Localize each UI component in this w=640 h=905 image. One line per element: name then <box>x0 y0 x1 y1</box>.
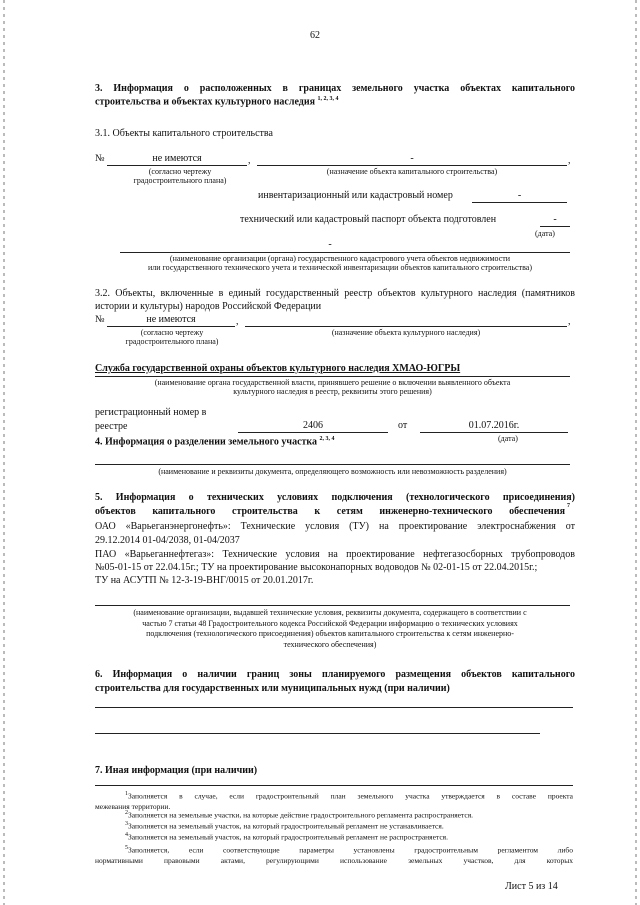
section5-title-line1: 5. Информация о технических условиях подключения (технологического присоединения) <box>95 492 575 503</box>
heritage-none-value: не имеются <box>146 314 196 325</box>
registration-number: 2406 <box>303 420 323 431</box>
heritage-authority: Служба государственной охраны объектов культурного наследия ХМАО-ЮГРЫ <box>95 363 461 374</box>
no-mark-1: № <box>95 153 105 164</box>
registration-date-caption: (дата) <box>498 434 518 443</box>
underline-reg-number <box>238 432 388 433</box>
comma-2: , <box>568 155 571 166</box>
section3-title-line1: 3. Информация о расположенных в границах земельного участка объектах капитального <box>95 83 575 94</box>
passport-date-caption: (дата) <box>535 229 555 238</box>
authority-caption-l2: культурного наследия в реестр, реквизиты этого решения) <box>233 387 432 396</box>
tech-conditions-caption-l3: подключения (технологического присоединения) объектов капитального строительства к сетям инженерно- <box>146 629 514 638</box>
tech-conditions-caption-l4: технического обеспечения) <box>283 639 377 649</box>
underline-other-info <box>95 785 573 786</box>
section4-title <box>95 436 335 447</box>
organization-value: - <box>328 239 332 250</box>
section6-title-line2: строительства для государственных или муниципальных нужд (при наличии) <box>95 683 450 694</box>
footnote-5-l1 <box>95 843 573 856</box>
section5-title-text: объектов капитального строительства к сетям инженерно-технического обеспечения <box>95 506 565 517</box>
passport-value: - <box>553 214 557 225</box>
footnote-5-text: Заполняется, если соответствующие параметры установлены градостроительным регламентом либо <box>128 845 573 855</box>
objects-none-value: не имеются <box>152 153 202 164</box>
underline-zone-1 <box>95 707 573 708</box>
footnote-1-l1 <box>95 789 573 802</box>
authority-caption <box>95 378 570 396</box>
tech-conditions-caption <box>80 608 580 650</box>
section4-title-sup: 2, 3, 4 <box>319 436 335 442</box>
passport-label: технический или кадастровый паспорт объекта подготовлен <box>240 214 497 225</box>
footnote-1-text: Заполняется в случае, если градостроительный план земельного участка утверждается в составе проекта <box>128 791 573 801</box>
footnote-3 <box>125 821 444 831</box>
underline-number-1 <box>107 165 247 166</box>
tech-conditions-p2-l2: №05-01-15 от 22.04.15г.; ТУ на проектирование высоконапорных водоводов № 02-01-15 от 22.04.2015г.; <box>95 562 538 573</box>
footnote-4-num: 4 <box>125 832 128 838</box>
section3-title-sup: 1, 2, 3, 4 <box>317 96 339 102</box>
footnote-2-text: Заполняется на земельные участки, на которые действие градостроительного регламента распространяется. <box>128 810 474 820</box>
purpose-value-1: - <box>410 153 414 164</box>
tech-conditions-caption-l2: частью 7 статьи 48 Градостроительного кодекса Российской Федерации информацию о технических условиях <box>142 618 518 628</box>
inventory-label: инвентаризационный или кадастровый номер <box>258 190 453 201</box>
caption-plan-2-l2: градостроительного плана) <box>125 337 219 346</box>
left-scan-edge <box>3 0 5 905</box>
footnote-3-num: 3 <box>125 821 128 827</box>
section5-title-sup: 7 <box>567 503 570 509</box>
organization-caption <box>60 254 620 272</box>
underline-division <box>95 464 570 465</box>
organization-caption-l2: или государственного технического учета и технической инвентаризации объектов капитального строительства) <box>147 263 532 272</box>
underline-zone-2 <box>95 733 540 734</box>
footnote-2-num: 2 <box>125 810 128 816</box>
footnote-5 <box>95 843 573 866</box>
underline-inventory <box>472 202 567 203</box>
footnote-2 <box>125 810 473 820</box>
organization-caption-l1: (наименование организации (органа) государственного кадастрового учета объектов недвижимости <box>169 254 511 263</box>
caption-plan-2 <box>92 328 252 346</box>
footnote-1-num: 1 <box>125 791 128 797</box>
section3-title-line2 <box>95 96 339 107</box>
division-caption: (наименование и реквизиты документа, определяющего возможность или невозможность разделения) <box>158 467 507 476</box>
tech-conditions-p2-l1: ПАО «Варьеганнефтегаз»: Технические условия на проектирование нефтегазосборных трубопроводов <box>95 549 575 560</box>
registration-date: 01.07.2016г. <box>468 420 520 431</box>
caption-plan-1-l1: (согласно чертежу <box>148 167 212 176</box>
section31-title: 3.1. Объекты капитального строительства <box>95 128 273 139</box>
section32-line2: истории и культуры) народов Российской Федерации <box>95 301 322 312</box>
caption-plan-2-l1: (согласно чертежу <box>140 328 204 337</box>
tech-conditions-p2-l3: ТУ на АСУТП № 12-3-19-ВНГ/0015 от 20.01.2017г. <box>95 575 314 586</box>
caption-plan-1 <box>100 167 260 185</box>
footnote-4 <box>125 832 448 842</box>
inventory-value: - <box>517 190 522 201</box>
section4-title-text: 4. Информация о разделении земельного участка <box>95 436 318 448</box>
caption-heritage: (назначение объекта культурного наследия) <box>331 328 481 337</box>
tech-conditions-p1-l1: ОАО «Варьеганэнергонефть»: Технические условия (ТУ) на проектирование электроснабжения от <box>95 521 575 532</box>
comma-4: , <box>568 316 571 327</box>
footnote-3-text: Заполняется на земельный участок, на который градостроительный регламент не устанавливается. <box>128 821 444 831</box>
comma-1: , <box>248 155 251 166</box>
underline-purpose-2 <box>245 326 567 327</box>
from-word: от <box>398 420 408 431</box>
page-number: 62 <box>310 30 320 41</box>
tech-conditions-caption-l1: (наименование организации, выдавшей технические условия, реквизиты документа, содержащего в соответствии с <box>133 608 527 617</box>
underline-tech-conditions <box>95 605 570 606</box>
caption-purpose-1: (назначение объекта капитального строительства) <box>326 167 498 176</box>
section7-title: 7. Иная информация (при наличии) <box>95 765 258 776</box>
footnote-5-num: 5 <box>125 845 128 851</box>
underline-reg-date <box>420 432 568 433</box>
section6-title-line1: 6. Информация о наличии границ зоны планируемого размещения объектов капитального <box>95 669 575 680</box>
underline-passport <box>540 226 570 227</box>
section3-title-text: строительства и объектах культурного наследия <box>95 96 316 108</box>
underline-purpose-1 <box>257 165 567 166</box>
footnote-5-l2: нормативными правовыми актами, регулирующими использование земельных участков, для которых <box>95 855 573 865</box>
footnote-1-l2: межевания территории. <box>95 801 171 811</box>
authority-caption-l1: (наименование органа государственной власти, принявшего решение о включении выявленного объекта <box>154 378 511 387</box>
underline-number-2 <box>107 326 235 327</box>
no-mark-2: № <box>95 314 105 325</box>
footnote-4-text: Заполняется на земельный участок, на который градостроительный регламент не распространяется. <box>128 832 448 842</box>
right-scan-edge <box>635 0 637 905</box>
tech-conditions-p1-l2: 29.12.2014 01-04/2038, 01-04/2037 <box>95 535 240 546</box>
sheet-number: Лист 5 из 14 <box>505 881 558 892</box>
registration-label <box>95 406 206 434</box>
registration-label-l2: реестре <box>95 421 128 432</box>
caption-plan-1-l2: градостроительного плана) <box>133 176 227 185</box>
comma-3: , <box>236 316 239 327</box>
underline-authority <box>95 376 570 377</box>
section5-title-line2 <box>95 506 565 517</box>
registration-label-l1: регистрационный номер в <box>95 407 207 418</box>
footnote-1 <box>95 789 573 812</box>
section32-line1: 3.2. Объекты, включенные в единый государственный реестр объектов культурного наследия (памятников <box>95 288 575 299</box>
underline-organization <box>120 252 570 253</box>
